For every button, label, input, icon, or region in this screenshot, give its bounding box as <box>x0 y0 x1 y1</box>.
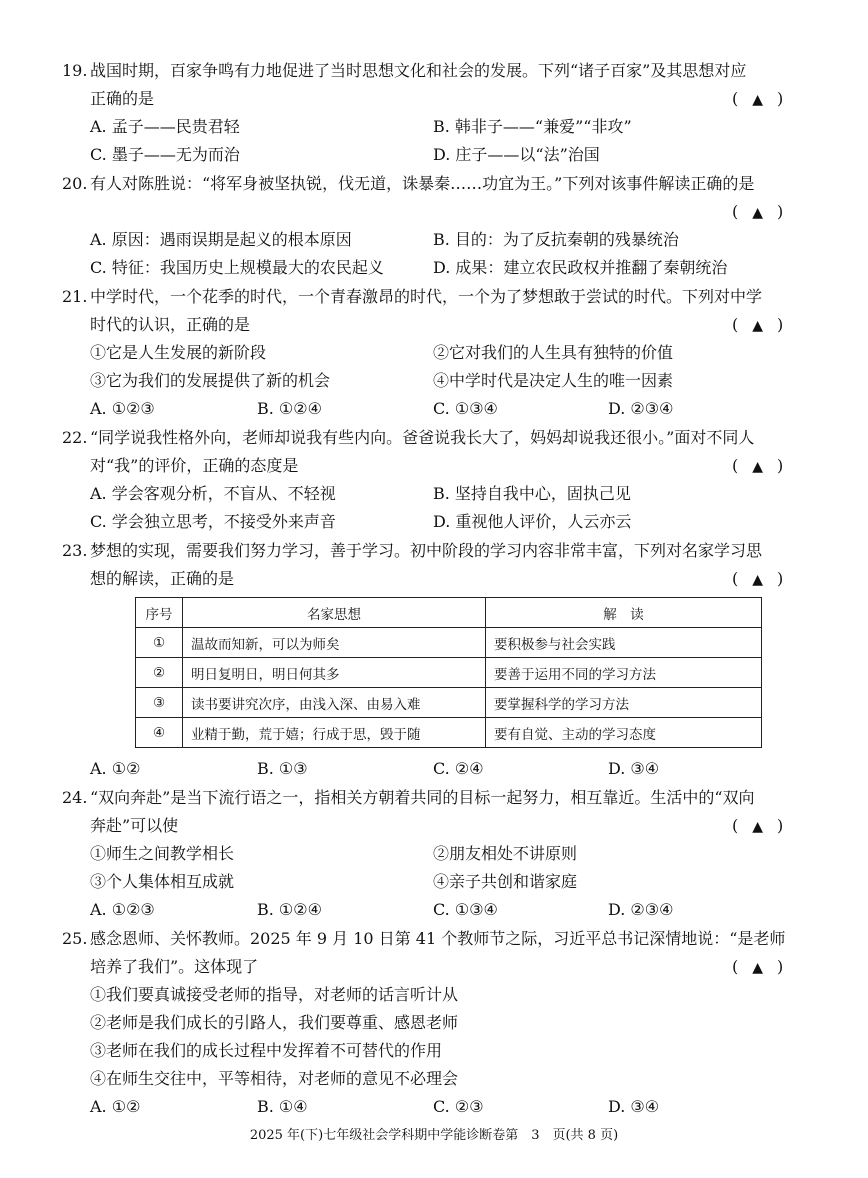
question-19-option-d: D. 庄子——以“法”治国 <box>433 145 600 164</box>
question-20-option-d: D. 成果：建立农民政权并推翻了秦朝统治 <box>433 258 728 277</box>
question-22-number: 22. <box>62 428 88 447</box>
question-21-item-3: ③它为我们的发展提供了新的机会 <box>90 371 331 390</box>
question-19-option-a: A. 孟子——民贵君轻 <box>90 117 240 136</box>
answer-triangle-icon: ▲ <box>752 960 764 976</box>
question-23-choice-b: B. ①③ <box>257 759 308 778</box>
question-24-item-3: ③个人集体相互成就 <box>90 872 235 891</box>
table-row <box>136 658 762 688</box>
question-24-item-4: ④亲子共创和谐家庭 <box>433 872 578 891</box>
answer-triangle-icon: ▲ <box>752 819 764 835</box>
question-25-choice-b: B. ①④ <box>257 1097 308 1116</box>
question-24-item-1: ①师生之间教学相长 <box>90 844 235 863</box>
question-21-stem-line1: 中学时代，一个花季的时代，一个青春激昂的时代，一个为了梦想敢于尝试的时代。下列对中学 <box>90 287 763 306</box>
table-header-interpretation: 解 读 <box>486 598 762 628</box>
table-cell-idea: 温故而知新，可以为师矣 <box>183 628 486 658</box>
table-cell-idea: 明日复明日，明日何其多 <box>183 658 486 688</box>
learning-ideas-table <box>135 597 762 748</box>
table-row <box>136 628 762 658</box>
answer-blank-20: ( ▲ ) <box>732 202 784 221</box>
question-20-number: 20. <box>62 174 88 193</box>
table-cell-idea: 业精于勤，荒于嬉；行成于思，毁于随 <box>183 718 486 748</box>
question-22-stem-line1: “同学说我性格外向，老师却说我有些内向。爸爸说我长大了，妈妈却说我还很小。”面对不同人 <box>90 428 755 447</box>
question-25-number: 25. <box>62 929 88 948</box>
question-19-stem-line2: 正确的是 <box>90 89 155 108</box>
question-22-option-c: C. 学会独立思考，不接受外来声音 <box>90 512 336 531</box>
question-21-choice-a: A. ①②③ <box>90 399 155 418</box>
table-cell-interpretation: 要积极参与社会实践 <box>486 628 762 658</box>
table-cell-index: ① <box>136 628 183 658</box>
question-23-stem-line2: 想的解读，正确的是 <box>90 569 235 588</box>
question-25-stem-line2: 培养了我们”。这体现了 <box>90 957 259 976</box>
table-cell-interpretation: 要有自觉、主动的学习态度 <box>486 718 762 748</box>
question-20-option-c: C. 特征：我国历史上规模最大的农民起义 <box>90 258 384 277</box>
question-25-item-3: ③老师在我们的成长过程中发挥着不可替代的作用 <box>90 1041 443 1060</box>
table-header-idea: 名家思想 <box>183 598 486 628</box>
table-cell-idea: 读书要讲究次序，由浅入深、由易入难 <box>183 688 486 718</box>
question-19-number: 19. <box>62 61 88 80</box>
table-cell-index: ③ <box>136 688 183 718</box>
answer-triangle-icon: ▲ <box>752 459 764 475</box>
question-22-option-b: B. 坚持自我中心，固执己见 <box>433 484 631 503</box>
answer-triangle-icon: ▲ <box>752 92 764 108</box>
answer-blank-23: ( ▲ ) <box>732 569 784 588</box>
question-25-item-2: ②老师是我们成长的引路人，我们要尊重、感恩老师 <box>90 1013 459 1032</box>
question-22-option-a: A. 学会客观分析，不盲从、不轻视 <box>90 484 336 503</box>
table-cell-index: ④ <box>136 718 183 748</box>
table-header-row <box>136 598 762 628</box>
table-cell-interpretation: 要掌握科学的学习方法 <box>486 688 762 718</box>
question-21-item-4: ④中学时代是决定人生的唯一因素 <box>433 371 674 390</box>
question-21-item-2: ②它对我们的人生具有独特的价值 <box>433 343 674 362</box>
question-23-choice-c: C. ②④ <box>433 759 484 778</box>
table-row <box>136 718 762 748</box>
question-25-item-4: ④在师生交往中，平等相待，对老师的意见不必理会 <box>90 1069 459 1088</box>
question-21-choice-b: B. ①②④ <box>257 399 322 418</box>
table-row <box>136 688 762 718</box>
question-24-item-2: ②朋友相处不讲原则 <box>433 844 578 863</box>
question-23-choice-a: A. ①② <box>90 759 141 778</box>
answer-triangle-icon: ▲ <box>752 572 764 588</box>
question-21-choice-c: C. ①③④ <box>433 399 498 418</box>
question-23-stem-line1: 梦想的实现，需要我们努力学习，善于学习。初中阶段的学习内容非常丰富，下列对名家学习思 <box>90 541 763 560</box>
answer-blank-25: ( ▲ ) <box>732 957 784 976</box>
question-25-choice-d: D. ③④ <box>608 1097 660 1116</box>
question-25-item-1: ①我们要真诚接受老师的指导，对老师的话言听计从 <box>90 985 459 1004</box>
question-24-choice-d: D. ②③④ <box>608 900 674 919</box>
table-cell-index: ② <box>136 658 183 688</box>
page-footer: 2025 年(下)七年级社会学科期中学能诊断卷第 3 页(共 8 页) <box>249 1128 619 1143</box>
question-21-stem-line2: 时代的认识，正确的是 <box>90 315 251 334</box>
question-25-choice-c: C. ②③ <box>433 1097 484 1116</box>
question-20-option-a: A. 原因：遇雨误期是起义的根本原因 <box>90 230 352 249</box>
question-24-choice-c: C. ①③④ <box>433 900 498 919</box>
question-25-choice-a: A. ①② <box>90 1097 141 1116</box>
answer-blank-24: ( ▲ ) <box>732 816 784 835</box>
question-24-choice-b: B. ①②④ <box>257 900 322 919</box>
question-22-option-d: D. 重视他人评价，人云亦云 <box>433 512 632 531</box>
question-20-stem-line1: 有人对陈胜说：“将军身被坚执锐，伐无道，诛暴秦……功宜为王。”下列对该事件解读正确的是 <box>90 174 755 193</box>
question-23-choice-d: D. ③④ <box>608 759 660 778</box>
answer-blank-22: ( ▲ ) <box>732 456 784 475</box>
question-21-choice-d: D. ②③④ <box>608 399 674 418</box>
answer-blank-19: ( ▲ ) <box>732 89 784 108</box>
question-23-number: 23. <box>62 541 88 560</box>
question-24-number: 24. <box>62 788 88 807</box>
question-21-number: 21. <box>62 287 88 306</box>
table-cell-interpretation: 要善于运用不同的学习方法 <box>486 658 762 688</box>
question-25-stem-line1: 感念恩师、关怀教师。2025 年 9 月 10 日第 41 个教师节之际，习近平总书记深情地说：“是老师 <box>90 929 786 948</box>
question-19-stem-line1: 战国时期，百家争鸣有力地促进了当时思想文化和社会的发展。下列“诸子百家”及其思想对应 <box>90 61 747 80</box>
answer-triangle-icon: ▲ <box>752 205 764 221</box>
question-24-choice-a: A. ①②③ <box>90 900 155 919</box>
answer-triangle-icon: ▲ <box>752 318 764 334</box>
question-24-stem-line2: 奔赴”可以使 <box>90 816 179 835</box>
question-22-stem-line2: 对“我”的评价，正确的态度是 <box>90 456 299 475</box>
question-21-item-1: ①它是人生发展的新阶段 <box>90 343 267 362</box>
question-19-option-c: C. 墨子——无为而治 <box>90 145 240 164</box>
answer-blank-21: ( ▲ ) <box>732 315 784 334</box>
table-header-index: 序号 <box>136 598 183 628</box>
question-24-stem-line1: “双向奔赴”是当下流行语之一，指相关方朝着共同的目标一起努力，相互靠近。生活中的“双向 <box>90 788 755 807</box>
question-20-option-b: B. 目的：为了反抗秦朝的残暴统治 <box>433 230 679 249</box>
question-19-option-b: B. 韩非子——“兼爱”“非攻” <box>433 117 632 136</box>
